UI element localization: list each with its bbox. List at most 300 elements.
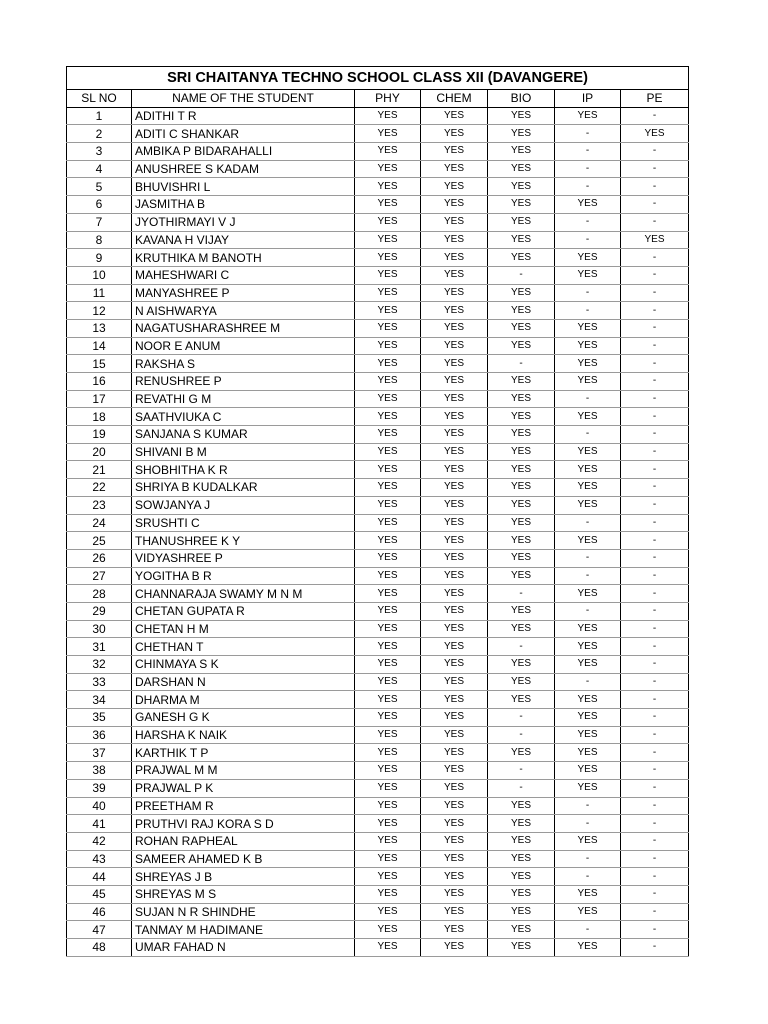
ip-cell: YES: [555, 779, 621, 797]
column-header-name: NAME OF THE STUDENT: [132, 90, 355, 108]
bio-cell: YES: [488, 602, 555, 620]
chem-cell: YES: [421, 532, 488, 550]
pe-cell: -: [621, 620, 689, 638]
chem-cell: YES: [421, 567, 488, 585]
chem-cell: YES: [421, 355, 488, 373]
ip-cell: YES: [555, 709, 621, 727]
ip-cell: -: [555, 815, 621, 833]
table-row: [67, 213, 689, 231]
student-name-cell: GANESH G K: [132, 709, 355, 727]
chem-cell: YES: [421, 249, 488, 267]
sl-no-cell: 30: [67, 620, 132, 638]
bio-cell: YES: [488, 903, 555, 921]
chem-cell: YES: [421, 868, 488, 886]
table-row: [67, 266, 689, 284]
sl-no-cell: 15: [67, 355, 132, 373]
ip-cell: YES: [555, 532, 621, 550]
pe-cell: -: [621, 426, 689, 444]
ip-cell: YES: [555, 939, 621, 957]
bio-cell: YES: [488, 567, 555, 585]
bio-cell: -: [488, 638, 555, 656]
table-row: [67, 762, 689, 780]
bio-cell: YES: [488, 850, 555, 868]
chem-cell: YES: [421, 125, 488, 143]
phy-cell: YES: [355, 744, 421, 762]
pe-cell: -: [621, 709, 689, 727]
pe-cell: -: [621, 638, 689, 656]
bio-cell: YES: [488, 921, 555, 939]
sl-no-cell: 24: [67, 514, 132, 532]
phy-cell: YES: [355, 479, 421, 497]
table-row: [67, 744, 689, 762]
table-row: [67, 178, 689, 196]
sl-no-cell: 21: [67, 461, 132, 479]
phy-cell: YES: [355, 319, 421, 337]
chem-cell: YES: [421, 673, 488, 691]
pe-cell: -: [621, 850, 689, 868]
sl-no-cell: 35: [67, 709, 132, 727]
phy-cell: YES: [355, 850, 421, 868]
table-row: [67, 921, 689, 939]
sl-no-cell: 23: [67, 496, 132, 514]
table-row: [67, 549, 689, 567]
sl-no-cell: 3: [67, 143, 132, 161]
table-row: [67, 231, 689, 249]
chem-cell: YES: [421, 461, 488, 479]
chem-cell: YES: [421, 832, 488, 850]
table-row: [67, 496, 689, 514]
bio-cell: YES: [488, 196, 555, 214]
phy-cell: YES: [355, 355, 421, 373]
student-name-cell: PRAJWAL M M: [132, 762, 355, 780]
table-row: [67, 885, 689, 903]
student-name-cell: YOGITHA B R: [132, 567, 355, 585]
pe-cell: -: [621, 284, 689, 302]
sl-no-cell: 11: [67, 284, 132, 302]
table-row: [67, 903, 689, 921]
ip-cell: -: [555, 302, 621, 320]
chem-cell: YES: [421, 337, 488, 355]
pe-cell: -: [621, 408, 689, 426]
header-row: [67, 90, 689, 108]
bio-cell: -: [488, 726, 555, 744]
pe-cell: -: [621, 196, 689, 214]
ip-cell: -: [555, 514, 621, 532]
pe-cell: -: [621, 443, 689, 461]
sl-no-cell: 10: [67, 266, 132, 284]
sl-no-cell: 6: [67, 196, 132, 214]
bio-cell: YES: [488, 656, 555, 674]
table-row: [67, 426, 689, 444]
ip-cell: -: [555, 178, 621, 196]
phy-cell: YES: [355, 709, 421, 727]
pe-cell: -: [621, 762, 689, 780]
ip-cell: YES: [555, 461, 621, 479]
bio-cell: YES: [488, 390, 555, 408]
sl-no-cell: 22: [67, 479, 132, 497]
phy-cell: YES: [355, 832, 421, 850]
student-name-cell: ADITI C SHANKAR: [132, 125, 355, 143]
table-row: [67, 797, 689, 815]
chem-cell: YES: [421, 178, 488, 196]
pe-cell: -: [621, 885, 689, 903]
chem-cell: YES: [421, 266, 488, 284]
chem-cell: YES: [421, 373, 488, 391]
phy-cell: YES: [355, 939, 421, 957]
pe-cell: -: [621, 797, 689, 815]
bio-cell: YES: [488, 832, 555, 850]
phy-cell: YES: [355, 815, 421, 833]
chem-cell: YES: [421, 213, 488, 231]
bio-cell: YES: [488, 373, 555, 391]
student-name-cell: CHETAN H M: [132, 620, 355, 638]
chem-cell: YES: [421, 143, 488, 161]
student-name-cell: RENUSHREE P: [132, 373, 355, 391]
table-row: [67, 726, 689, 744]
phy-cell: YES: [355, 231, 421, 249]
phy-cell: YES: [355, 868, 421, 886]
student-name-cell: SANJANA S KUMAR: [132, 426, 355, 444]
student-name-cell: PRUTHVI RAJ KORA S D: [132, 815, 355, 833]
pe-cell: -: [621, 585, 689, 603]
ip-cell: YES: [555, 762, 621, 780]
student-name-cell: REVATHI G M: [132, 390, 355, 408]
chem-cell: YES: [421, 479, 488, 497]
ip-cell: -: [555, 426, 621, 444]
pe-cell: -: [621, 160, 689, 178]
student-name-cell: KAVANA H VIJAY: [132, 231, 355, 249]
ip-cell: YES: [555, 443, 621, 461]
bio-cell: -: [488, 709, 555, 727]
ip-cell: YES: [555, 479, 621, 497]
table-row: [67, 620, 689, 638]
sl-no-cell: 5: [67, 178, 132, 196]
pe-cell: -: [621, 461, 689, 479]
student-name-cell: HARSHA K NAIK: [132, 726, 355, 744]
phy-cell: YES: [355, 691, 421, 709]
bio-cell: YES: [488, 284, 555, 302]
phy-cell: YES: [355, 426, 421, 444]
chem-cell: YES: [421, 302, 488, 320]
phy-cell: YES: [355, 337, 421, 355]
student-name-cell: NAGATUSHARASHREE M: [132, 319, 355, 337]
chem-cell: YES: [421, 602, 488, 620]
pe-cell: -: [621, 107, 689, 125]
chem-cell: YES: [421, 390, 488, 408]
pe-cell: -: [621, 213, 689, 231]
pe-cell: -: [621, 337, 689, 355]
phy-cell: YES: [355, 496, 421, 514]
pe-cell: -: [621, 249, 689, 267]
student-name-cell: SAMEER AHAMED K B: [132, 850, 355, 868]
column-header-pe: PE: [621, 90, 689, 108]
student-name-cell: CHINMAYA S K: [132, 656, 355, 674]
student-name-cell: SAATHVIUKA C: [132, 408, 355, 426]
phy-cell: YES: [355, 213, 421, 231]
bio-cell: YES: [488, 443, 555, 461]
phy-cell: YES: [355, 726, 421, 744]
bio-cell: -: [488, 585, 555, 603]
bio-cell: YES: [488, 143, 555, 161]
ip-cell: YES: [555, 638, 621, 656]
student-name-cell: RAKSHA S: [132, 355, 355, 373]
ip-cell: YES: [555, 107, 621, 125]
student-name-cell: JASMITHA B: [132, 196, 355, 214]
table-row: [67, 850, 689, 868]
student-subject-table: [66, 66, 689, 957]
pe-cell: -: [621, 673, 689, 691]
column-header-ip: IP: [555, 90, 621, 108]
pe-cell: -: [621, 744, 689, 762]
ip-cell: YES: [555, 337, 621, 355]
sl-no-cell: 27: [67, 567, 132, 585]
ip-cell: YES: [555, 373, 621, 391]
ip-cell: YES: [555, 903, 621, 921]
sl-no-cell: 47: [67, 921, 132, 939]
column-header-sl-no: SL NO: [67, 90, 132, 108]
chem-cell: YES: [421, 885, 488, 903]
ip-cell: -: [555, 231, 621, 249]
phy-cell: YES: [355, 443, 421, 461]
bio-cell: YES: [488, 213, 555, 231]
chem-cell: YES: [421, 779, 488, 797]
phy-cell: YES: [355, 284, 421, 302]
phy-cell: YES: [355, 390, 421, 408]
bio-cell: YES: [488, 939, 555, 957]
table-row: [67, 373, 689, 391]
student-name-cell: MAHESHWARI C: [132, 266, 355, 284]
pe-cell: -: [621, 532, 689, 550]
table-row: [67, 249, 689, 267]
phy-cell: YES: [355, 797, 421, 815]
sl-no-cell: 12: [67, 302, 132, 320]
bio-cell: YES: [488, 744, 555, 762]
phy-cell: YES: [355, 107, 421, 125]
column-header-phy: PHY: [355, 90, 421, 108]
chem-cell: YES: [421, 921, 488, 939]
ip-cell: YES: [555, 496, 621, 514]
chem-cell: YES: [421, 196, 488, 214]
bio-cell: YES: [488, 868, 555, 886]
chem-cell: YES: [421, 549, 488, 567]
bio-cell: YES: [488, 107, 555, 125]
ip-cell: -: [555, 868, 621, 886]
sl-no-cell: 26: [67, 549, 132, 567]
student-name-cell: ADITHI T R: [132, 107, 355, 125]
sl-no-cell: 45: [67, 885, 132, 903]
student-name-cell: KARTHIK T P: [132, 744, 355, 762]
table-row: [67, 673, 689, 691]
ip-cell: -: [555, 602, 621, 620]
pe-cell: -: [621, 178, 689, 196]
sl-no-cell: 48: [67, 939, 132, 957]
pe-cell: -: [621, 779, 689, 797]
sl-no-cell: 40: [67, 797, 132, 815]
table-row: [67, 939, 689, 957]
table-row: [67, 408, 689, 426]
sl-no-cell: 16: [67, 373, 132, 391]
bio-cell: YES: [488, 514, 555, 532]
bio-cell: -: [488, 355, 555, 373]
table-body: [67, 107, 689, 956]
pe-cell: -: [621, 514, 689, 532]
phy-cell: YES: [355, 178, 421, 196]
pe-cell: -: [621, 567, 689, 585]
table-row: [67, 602, 689, 620]
table-row: [67, 319, 689, 337]
ip-cell: YES: [555, 744, 621, 762]
bio-cell: YES: [488, 249, 555, 267]
pe-cell: -: [621, 373, 689, 391]
chem-cell: YES: [421, 638, 488, 656]
bio-cell: YES: [488, 408, 555, 426]
student-name-cell: CHANNARAJA SWAMY M N M: [132, 585, 355, 603]
phy-cell: YES: [355, 602, 421, 620]
bio-cell: YES: [488, 691, 555, 709]
sl-no-cell: 4: [67, 160, 132, 178]
phy-cell: YES: [355, 125, 421, 143]
chem-cell: YES: [421, 319, 488, 337]
student-name-cell: AMBIKA P BIDARAHALLI: [132, 143, 355, 161]
table-row: [67, 567, 689, 585]
chem-cell: YES: [421, 107, 488, 125]
pe-cell: -: [621, 602, 689, 620]
chem-cell: YES: [421, 797, 488, 815]
phy-cell: YES: [355, 532, 421, 550]
student-name-cell: NOOR E ANUM: [132, 337, 355, 355]
pe-cell: YES: [621, 125, 689, 143]
bio-cell: YES: [488, 496, 555, 514]
sl-no-cell: 46: [67, 903, 132, 921]
ip-cell: YES: [555, 355, 621, 373]
chem-cell: YES: [421, 231, 488, 249]
ip-cell: -: [555, 160, 621, 178]
ip-cell: YES: [555, 656, 621, 674]
ip-cell: -: [555, 125, 621, 143]
chem-cell: YES: [421, 656, 488, 674]
student-name-cell: SHOBHITHA K R: [132, 461, 355, 479]
pe-cell: -: [621, 143, 689, 161]
student-name-cell: SUJAN N R SHINDHE: [132, 903, 355, 921]
table-row: [67, 585, 689, 603]
table-row: [67, 691, 689, 709]
table-row: [67, 532, 689, 550]
chem-cell: YES: [421, 726, 488, 744]
phy-cell: YES: [355, 673, 421, 691]
pe-cell: -: [621, 302, 689, 320]
sl-no-cell: 8: [67, 231, 132, 249]
bio-cell: YES: [488, 302, 555, 320]
student-name-cell: VIDYASHREE P: [132, 549, 355, 567]
student-name-cell: N AISHWARYA: [132, 302, 355, 320]
sl-no-cell: 20: [67, 443, 132, 461]
ip-cell: -: [555, 921, 621, 939]
student-name-cell: SRUSHTI C: [132, 514, 355, 532]
ip-cell: YES: [555, 319, 621, 337]
chem-cell: YES: [421, 903, 488, 921]
chem-cell: YES: [421, 443, 488, 461]
student-name-cell: SHREYAS M S: [132, 885, 355, 903]
bio-cell: YES: [488, 673, 555, 691]
ip-cell: YES: [555, 691, 621, 709]
student-name-cell: CHETHAN T: [132, 638, 355, 656]
sl-no-cell: 2: [67, 125, 132, 143]
bio-cell: YES: [488, 160, 555, 178]
bio-cell: YES: [488, 815, 555, 833]
pe-cell: -: [621, 815, 689, 833]
sl-no-cell: 42: [67, 832, 132, 850]
pe-cell: -: [621, 939, 689, 957]
bio-cell: -: [488, 266, 555, 284]
bio-cell: YES: [488, 337, 555, 355]
phy-cell: YES: [355, 143, 421, 161]
phy-cell: YES: [355, 266, 421, 284]
ip-cell: YES: [555, 726, 621, 744]
ip-cell: -: [555, 213, 621, 231]
table-row: [67, 709, 689, 727]
table-row: [67, 514, 689, 532]
student-name-cell: SHREYAS J B: [132, 868, 355, 886]
column-header-chem: CHEM: [421, 90, 488, 108]
student-name-cell: MANYASHREE P: [132, 284, 355, 302]
phy-cell: YES: [355, 762, 421, 780]
sl-no-cell: 29: [67, 602, 132, 620]
student-name-cell: DARSHAN N: [132, 673, 355, 691]
ip-cell: YES: [555, 885, 621, 903]
pe-cell: -: [621, 266, 689, 284]
table-row: [67, 390, 689, 408]
student-name-cell: JYOTHIRMAYI V J: [132, 213, 355, 231]
sl-no-cell: 1: [67, 107, 132, 125]
ip-cell: -: [555, 850, 621, 868]
bio-cell: YES: [488, 461, 555, 479]
student-name-cell: TANMAY M HADIMANE: [132, 921, 355, 939]
sl-no-cell: 34: [67, 691, 132, 709]
table-row: [67, 443, 689, 461]
chem-cell: YES: [421, 408, 488, 426]
student-name-cell: PREETHAM R: [132, 797, 355, 815]
sl-no-cell: 25: [67, 532, 132, 550]
phy-cell: YES: [355, 585, 421, 603]
bio-cell: YES: [488, 885, 555, 903]
ip-cell: YES: [555, 249, 621, 267]
table-row: [67, 656, 689, 674]
phy-cell: YES: [355, 921, 421, 939]
phy-cell: YES: [355, 620, 421, 638]
pe-cell: -: [621, 479, 689, 497]
pe-cell: -: [621, 549, 689, 567]
pe-cell: -: [621, 319, 689, 337]
pe-cell: -: [621, 868, 689, 886]
pe-cell: -: [621, 726, 689, 744]
bio-cell: YES: [488, 319, 555, 337]
student-name-cell: DHARMA M: [132, 691, 355, 709]
pe-cell: -: [621, 390, 689, 408]
chem-cell: YES: [421, 585, 488, 603]
bio-cell: YES: [488, 178, 555, 196]
sl-no-cell: 14: [67, 337, 132, 355]
phy-cell: YES: [355, 903, 421, 921]
bio-cell: YES: [488, 532, 555, 550]
table-row: [67, 160, 689, 178]
pe-cell: YES: [621, 231, 689, 249]
bio-cell: YES: [488, 549, 555, 567]
pe-cell: -: [621, 903, 689, 921]
chem-cell: YES: [421, 815, 488, 833]
phy-cell: YES: [355, 302, 421, 320]
pe-cell: -: [621, 496, 689, 514]
table-row: [67, 337, 689, 355]
